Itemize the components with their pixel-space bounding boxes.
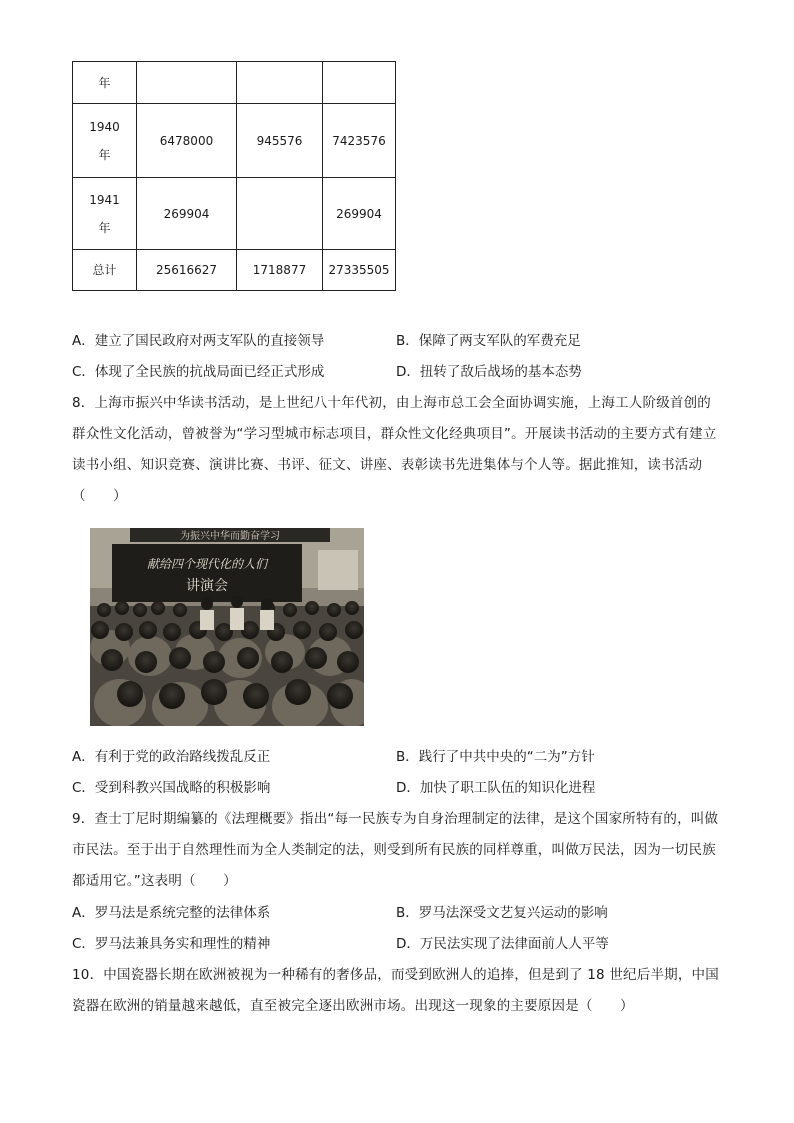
photo-board-line2: 讲演会 (186, 578, 228, 594)
table-row (73, 250, 396, 291)
q7-option-d[interactable]: D．扭转了敌后战场的基本态势 (396, 364, 582, 380)
table-cell (237, 178, 323, 250)
table-cell-year (73, 178, 137, 250)
q8-option-b[interactable]: B．践行了中共中央的“二为”方针 (396, 749, 595, 765)
q9-option-a[interactable]: A．罗马法是系统完整的法律体系 (72, 905, 271, 921)
q7-option-b[interactable]: B．保障了两支军队的军费充足 (396, 333, 581, 349)
q8-option-a[interactable]: A．有利于党的政治路线拨乱反正 (72, 749, 271, 765)
table-cell: 总计 (73, 250, 137, 291)
table-cell: 年 (73, 62, 137, 104)
table-cell: 27335505 (323, 250, 396, 291)
reading-lecture-photo (90, 528, 364, 726)
table-row (73, 104, 396, 178)
q10-stem: 10．中国瓷器长期在欧洲被视为一种稀有的奢侈品，而受到欧洲人的追捧，但是到了 18 世纪后半期，中国瓷器在欧洲的销量越来越低，直至被完全逐出欧洲市场。出现这一现象的主要原因是（ ） (72, 967, 719, 1014)
q7-option-a[interactable]: A．建立了国民政府对两支军队的直接领导 (72, 333, 325, 349)
table-cell: 7423576 (323, 104, 396, 178)
table-cell: 269904 (323, 178, 396, 250)
table-cell: 269904 (137, 178, 237, 250)
photo-illustration (90, 528, 364, 726)
funding-table (72, 61, 396, 291)
table-cell (137, 62, 237, 104)
table-cell (237, 62, 323, 104)
q7-option-c[interactable]: C．体现了全民族的抗战局面已经正式形成 (72, 364, 325, 380)
table-row (73, 62, 396, 104)
q8-option-d[interactable]: D．加快了职工队伍的知识化进程 (396, 780, 596, 796)
q9-option-c[interactable]: C．罗马法兼具务实和理性的精神 (72, 936, 271, 952)
q8-option-c[interactable]: C．受到科教兴国战略的积极影响 (72, 780, 271, 796)
table-row (73, 178, 396, 250)
year-unit: 年 (98, 147, 111, 162)
q9-option-d[interactable]: D．万民法实现了法律面前人人平等 (396, 936, 609, 952)
table-cell: 6478000 (137, 104, 237, 178)
table-cell (323, 62, 396, 104)
table-cell: 25616627 (137, 250, 237, 291)
table-cell-year (73, 104, 137, 178)
photo-board-line1: 献给四个现代化的人们 (146, 557, 268, 571)
year-number: 1940 (89, 119, 120, 134)
year-unit: 年 (98, 220, 111, 235)
q8-stem: 8．上海市振兴中华读书活动，是上世纪八十年代初，由上海市总工会全面协调实施，上海工人阶级首创的群众性文化活动，曾被誉为“学习型城市标志项目，群众性文化经典项目”。开展读书活动的主要方式有建立读书小组、知识竞赛、演讲比赛、书评、征文、讲座、表彰读书先进集体与个人等。据此推知，读书活动（ ） (72, 395, 717, 504)
q9-option-b[interactable]: B．罗马法深受文艺复兴运动的影响 (396, 905, 608, 921)
table-cell: 945576 (237, 104, 323, 178)
year-number: 1941 (89, 192, 120, 207)
photo-banner-text: 为振兴中华而勤奋学习 (180, 531, 280, 542)
q9-stem: 9．查士丁尼时期编纂的《法理概要》指出“每一民族专为自身治理制定的法律，是这个国家所特有的，叫做市民法。至于出于自然理性而为全人类制定的法，则受到所有民族的同样尊重，叫做万民法，因为一切民族都适用它。”这表明（ ） (72, 811, 719, 889)
table-cell: 1718877 (237, 250, 323, 291)
